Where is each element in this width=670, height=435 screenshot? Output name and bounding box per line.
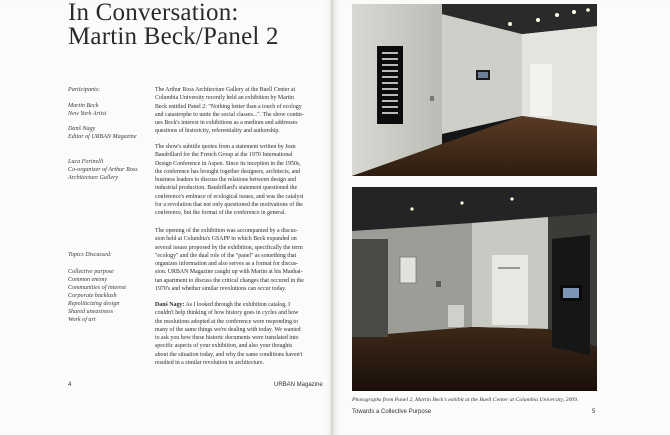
participant-1 <box>68 102 106 118</box>
title-line-1: In Conversation: <box>68 0 239 26</box>
participant-name: Danš Nagy <box>68 126 96 132</box>
topic-item: Repoliticizing design <box>68 301 120 307</box>
text-line: about the situation today, and why the same conditions haven't <box>155 351 303 358</box>
text-line: organizes information and also serves as a format for discus- <box>155 261 299 268</box>
text-line <box>155 301 331 309</box>
photo-caption: Photographs from Panel 2, Martin Beck's exhibit at the Buell Center at Columbia University, 2009. <box>352 397 579 403</box>
text-line: specific aspects of your exhibition, and also your thoughts <box>155 343 293 350</box>
speaker-text: As I looked through the exhibition catalog, I <box>184 302 291 308</box>
participant-2 <box>68 125 137 141</box>
participant-role: Co-organizer of Arthur Ross <box>68 167 138 173</box>
body-paragraph-3 <box>155 227 331 293</box>
title-line-2: Martin Beck/Panel 2 <box>68 23 279 50</box>
participant-name: Luca Forinelli <box>68 159 104 165</box>
body-paragraph-4 <box>155 301 331 367</box>
text-line: Design Conference in Aspen. Since its inception in the 1950s, <box>155 160 301 167</box>
participant-3 <box>68 158 138 182</box>
gallery-photo-bottom-image <box>352 187 597 391</box>
left-page <box>0 0 333 435</box>
text-line: to ask you how these historic documents were translated into <box>155 335 299 342</box>
topic-item: Shared uneasiness <box>68 309 113 315</box>
text-line: Beck entitled Panel 2: "Nothing better than a touch of ecology <box>155 103 302 110</box>
text-line: conference, but the format of the conference in general. <box>155 210 286 217</box>
participants-heading: Participants: <box>68 87 101 93</box>
topic-item: Collective purpose <box>68 269 114 275</box>
text-line: The Arthur Ross Architecture Gallery at the Buell Center at <box>155 87 296 93</box>
gallery-photo-top-image <box>352 4 597 176</box>
text-line: questions of historicity, referentiality and authorship. <box>155 128 280 135</box>
text-line: 1970's and whether similar revolutions can occur today. <box>155 286 287 293</box>
text-line: many of the same things we're dealing with today. We wanted <box>155 326 301 333</box>
text-line: business leaders to discuss the relations between design and <box>155 177 297 184</box>
participant-role: New York Artist <box>68 111 107 117</box>
text-line: conference's embrace of ecological issues, and was the catalyst <box>155 193 304 200</box>
text-line: tan apartment to discuss the critical changes that occured in the <box>155 277 304 284</box>
gallery-photo-bottom <box>352 187 597 391</box>
speaker-name: Danš Nagy: <box>155 302 185 308</box>
text-line: "ecology" and the dual role of the "panel" as something that <box>155 252 297 259</box>
text-line: couldn't help thinking of how history goes in cycles and how <box>155 310 299 317</box>
article-title <box>68 1 279 49</box>
text-line: industrial production. Baudrillard's statement questioned the <box>155 185 298 192</box>
text-line: resulted in a similar revolution in architecture. <box>155 360 265 367</box>
participant-name: Martin Beck <box>68 103 99 109</box>
text-line: Baudrillard for the French Group at the 1970 International <box>155 152 293 159</box>
participant-role: Editor of URBAN Magazine <box>68 134 137 140</box>
text-line: the resolutions adopted at the conference were responding to <box>155 318 298 325</box>
text-line: for a revolution that not only questioned the motivations of the <box>155 202 303 209</box>
topics-list <box>68 268 126 324</box>
text-line: The show's subtitle quotes from a statement written by Jean <box>155 144 296 150</box>
topic-item: Common enemy <box>68 277 108 283</box>
text-line: sion held at Columbia's GSAPP in which Beck expanded on <box>155 236 297 243</box>
topic-item: Communities of interest <box>68 285 127 291</box>
text-line: Columbia University recently held an exhibition by Martin <box>155 95 294 102</box>
text-line: the conference has brought together designers, architects, and <box>155 168 301 175</box>
right-page-number: 5 <box>592 409 596 415</box>
text-line: The opening of the exhibition was accompanied by a discus- <box>155 228 298 234</box>
body-paragraph-1 <box>155 86 331 136</box>
section-title: Towards a Collective Purpose <box>352 409 432 415</box>
topic-item: Corporate backlash <box>68 293 117 299</box>
body-paragraph-2 <box>155 143 331 218</box>
text-line: several issues proposed by the exhibition, specifically the term <box>155 244 303 251</box>
text-line: and catastrophe to unite the social classes...". The show contin- <box>155 111 304 118</box>
right-page <box>333 0 670 435</box>
left-page-number: 4 <box>68 382 72 388</box>
gallery-photo-top <box>352 4 597 176</box>
topic-item: Work of art <box>68 317 96 323</box>
text-line: ues Beck's interest in exhibitions as a medium and addresses <box>155 120 298 127</box>
topics-heading: Topics Discussed: <box>68 252 112 258</box>
participant-role-continued: Architecture Gallery <box>68 175 119 181</box>
magazine-name: URBAN Magazine <box>274 382 323 388</box>
text-line: sion. URBAN Magazine caught up with Martin at his Manhat- <box>155 269 303 276</box>
